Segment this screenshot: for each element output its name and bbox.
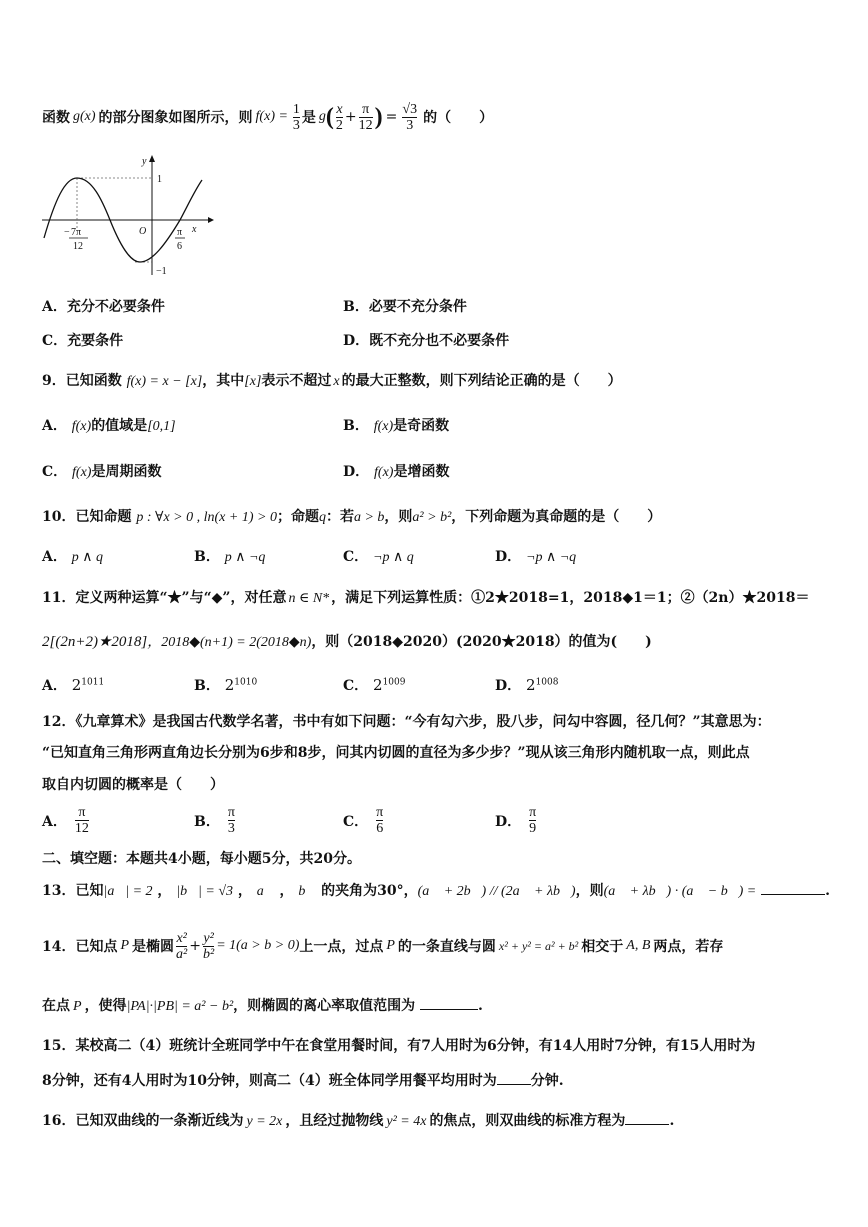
q8-stem-a: 函数 — [42, 110, 70, 126]
q8-rparen: ) — [374, 103, 383, 130]
q10-option-b: B． p ∧ ¬q — [194, 549, 266, 565]
q12-option-b: B． $\frac{\pi}{3}$ — [194, 805, 235, 836]
q8-eq: = — [385, 109, 398, 125]
graph-x-label: x — [192, 224, 197, 235]
q8-arg2-frac: $\frac{\pi}{12}$ — [358, 101, 373, 133]
q16-answer-blank[interactable] — [625, 1110, 669, 1125]
section-2-heading: 二、填空题：本题共4小题，每小题5分，共20分。 — [42, 851, 361, 867]
q8-stem-b: 的部分图象如图所示，则 — [98, 110, 253, 126]
q11-option-a: A． $2^{1011}$ — [42, 676, 105, 694]
q8-of: 的（ ） — [423, 110, 494, 126]
graph-y-label: y — [142, 156, 147, 167]
q8-option-b: B．必要不充分条件 — [343, 299, 467, 315]
q9-option-b: B． f(x)是奇函数 — [343, 418, 450, 434]
q8-lparen: ( — [325, 103, 334, 130]
q8-fx: f(x) = — [255, 109, 288, 124]
graph-origin: O — [139, 226, 147, 237]
graph-y-min: −1 — [156, 266, 167, 277]
q11-line1: 11．定义两种运算“★”与“◆”，对任意 n ∈ N* ，满足下列运算性质：①2★2018=1，2018◆1＝1；②（2n）★2018＝ — [42, 590, 810, 606]
q8-option-d: D．既不充分也不必要条件 — [343, 333, 510, 349]
q11-option-d: D． $2^{1008}$ — [495, 676, 559, 694]
q11-option-c: C． $2^{1009}$ — [343, 676, 406, 694]
graph-tick-left-den: 12 — [73, 241, 83, 252]
q8-f-frac: $\frac{1}{3}$ — [292, 101, 300, 133]
graph-tick-left-num: 7π — [71, 227, 82, 238]
q8-stem — [42, 98, 493, 136]
graph-tick-right-num: π — [177, 227, 183, 238]
q8-is: 是 — [301, 110, 316, 126]
q8-arg1-frac: $\frac{x}{2}$ — [335, 101, 343, 133]
q8-rhs-frac: $\frac{√3}{3}$ — [402, 101, 418, 133]
q9-stem: 9．已知函数 f(x) = x − [x]，其中[x]表示不超过 x 的最大正整数，则下列结论正确的是（ ） — [42, 373, 622, 389]
q14-line2: 在点 P ，使得|PA|·|PB| = a² − b²，则椭圆的离心率取值范围为 . — [42, 995, 483, 1015]
q8-plus: + — [344, 109, 357, 125]
q10-option-a: A． p ∧ q — [42, 549, 103, 565]
q12-option-d: D． $\frac{\pi}{9}$ — [495, 805, 537, 836]
q11-option-b: B． $2^{1010}$ — [194, 676, 258, 694]
q9-option-a: A． f(x)的值域是[0,1] — [42, 418, 176, 434]
q8-option-a: A．充分不必要条件 — [42, 299, 165, 315]
q8-gx: g(x) — [73, 109, 96, 124]
q15-answer-blank[interactable] — [497, 1070, 531, 1085]
graph-x-arrow — [208, 217, 214, 223]
graph-y-max: 1 — [157, 174, 162, 185]
q8-sine-graph — [40, 150, 215, 280]
q8-g-lead: g — [318, 109, 326, 124]
graph-y-arrow — [149, 155, 155, 162]
q12-line3: 取自内切圆的概率是（ ） — [42, 777, 224, 793]
q11-line2: 2[(2n+2)★2018]，2018◆(n+1) = 2(2018◆n)，则（2018◆2020）(2020★2018）的值为( ) — [42, 634, 652, 650]
q15-line1: 15．某校高二（4）班统计全班同学中午在食堂用餐时间，有7人用时为6分钟，有14人用时7分钟，有15人用时为 — [42, 1038, 756, 1054]
q10-stem: 10．已知命题 p : ∀x > 0 , ln(x + 1) > 0；命题q：若a > b，则a² > b²，下列命题为真命题的是（ ） — [42, 509, 662, 525]
graph-tick-left-sign: − — [64, 227, 70, 238]
q10-option-d: D． ¬p ∧ ¬q — [495, 549, 577, 565]
q14-answer-blank[interactable] — [420, 995, 478, 1010]
q8-option-c: C．充要条件 — [42, 333, 124, 349]
q15-line2: 8分钟，还有4人用时为10分钟，则高二（4）班全体同学用餐平均用时为 分钟. — [42, 1070, 564, 1090]
q9-option-d: D． f(x)是增函数 — [343, 464, 450, 480]
q14-line1: 14． 已知点 P 是椭圆 $\frac{\text{x²}}{\text{a²}}$ + $\frac{\text{y²}}{\text{b²}}$ = 1(a > b > 0) 上一点，过点 P 的一条直线与圆 x² + y² = a² + b² 相交于 A, B 两点，若存 — [42, 930, 724, 962]
graph-tick-right-den: 6 — [177, 241, 182, 252]
q9-expr: f(x) = x − [x] — [126, 374, 203, 389]
q16-stem: 16．已知双曲线的一条渐近线为 y = 2x ，且经过抛物线 y² = 4x 的焦点，则双曲线的标准方程为 . — [42, 1110, 674, 1130]
q12-option-c: C． $\frac{\pi}{6}$ — [343, 805, 384, 836]
q13-answer-blank[interactable] — [761, 880, 825, 895]
q12-line2: “已知直角三角形两直角边长分别为6步和8步，问其内切圆的直径为多少步？”现从该三角形内随机取一点，则此点 — [42, 745, 750, 761]
q10-option-c: C． ¬p ∧ q — [343, 549, 414, 565]
q9-bracket: [x] — [244, 374, 262, 389]
q12-option-a: A． $\frac{\pi}{12}$ — [42, 805, 89, 836]
q13-stem: 13．已知|a⃗| = 2 ， |b⃗| = √3 ， a⃗ ， b⃗ 的夹角为30°，(a⃗ + 2b⃗) // (2a⃗ + λb⃗)，则(a⃗ + λb⃗) · (a⃗ − b⃗) = . — [42, 880, 830, 900]
q12-line1: 12．《九章算术》是我国古代数学名著，书中有如下问题：“今有勾六步，股八步，问勾中容圆，径几何？”其意思为： — [42, 714, 771, 730]
q9-option-c: C． f(x)是周期函数 — [42, 464, 162, 480]
